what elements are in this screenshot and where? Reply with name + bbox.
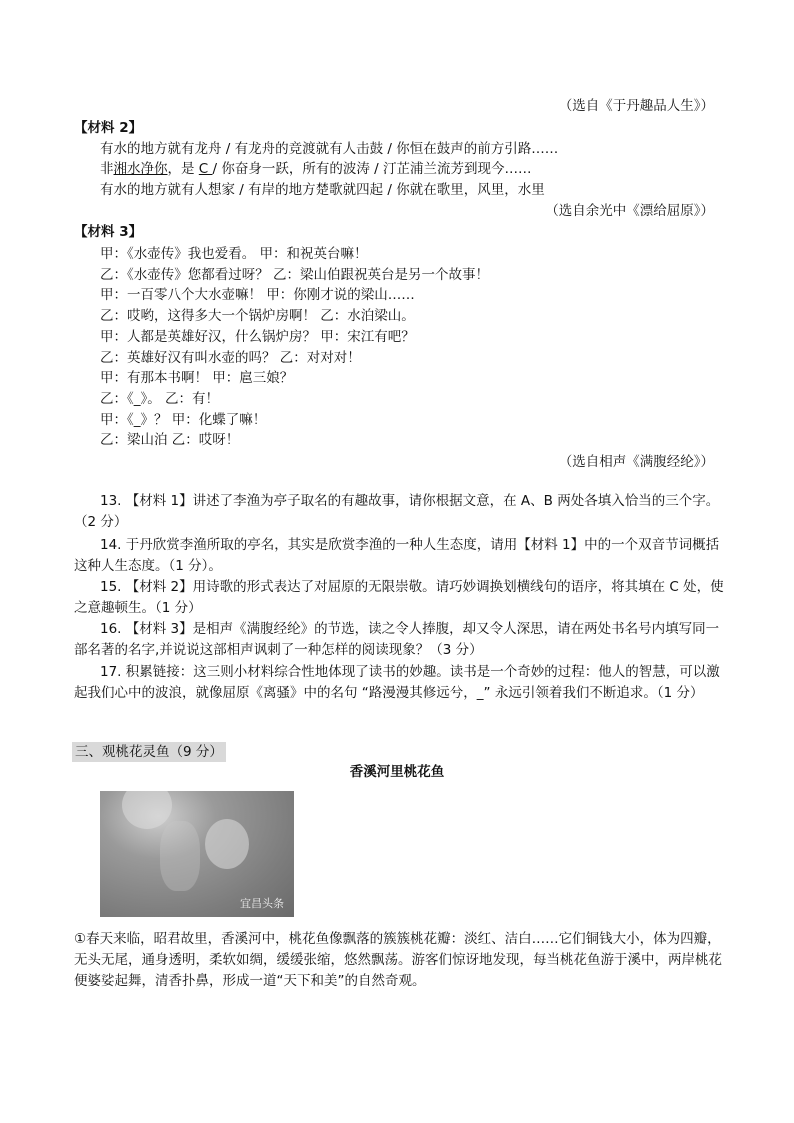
material3-heading: 【材料 3】: [74, 224, 143, 240]
question-13: 13. 【材料 1】讲述了李渔为亭子取名的有趣故事，请你根据文意，在 A、B 两处各填入恰当的三个字。（2 分）: [74, 493, 720, 530]
text: 非: [100, 161, 114, 177]
dialogue-line: 乙：《_》。 乙：有！: [100, 390, 220, 407]
text: ，是: [167, 161, 199, 177]
material2-line: 有水的地方就有人想家 / 有岸的地方楚歌就四起 / 你就在歌里，风里，水里: [100, 182, 545, 198]
paragraph-1: ①春天来临，昭君故里，香溪河中，桃花鱼像飘落的簇簇桃花瓣：淡红、洁白……它们铜钱大小，体为四瓣，无头无尾，通身透明，柔软如绸，缓缓张缩，悠然飘荡。游客们惊讶地发现，每当桃花鱼游于溪中，两岸桃花便婆娑起舞，清香扑鼻，形成一道“天下和美”的自然奇观。: [74, 931, 722, 989]
dialogue-line: 乙：《水壶传》您都看过呀？ 乙：梁山伯跟祝英台是另一个故事！: [100, 266, 490, 283]
question-17: 17. 积累链接：这三则小材料综合性地体现了读书的妙趣。读书是一个奇妙的过程：他人的智慧，可以激起我们心中的波浪，就像屈原《离骚》中的名句 “路漫漫其修远兮，_” 永远引领着我们不断追求。（1 分）: [74, 664, 720, 701]
text: / 你奋身一跃，所有的波涛 / 汀芷浦兰流芳到现今……: [212, 161, 532, 177]
dialogue-line: 乙：梁山泊 乙：哎呀！: [100, 432, 240, 449]
material1-source: （选自《于丹趣品人生》）: [558, 98, 714, 114]
dialogue-line: 甲：《_》？ 甲：化蝶了嘛！: [100, 411, 267, 428]
dialogue-line: 甲：一百零八个大水壶嘛！ 甲：你刚才说的梁山……: [100, 287, 415, 304]
question-15: 15. 【材料 2】用诗歌的形式表达了对屈原的无限崇敬。请巧妙调换划横线句的语序，将其填在 C 处，使之意趣顿生。（1 分）: [74, 579, 724, 616]
jellyfish-shape: [122, 791, 172, 829]
jellyfish-photo: [100, 791, 294, 917]
dialogue-line: 甲：人都是英雄好汉，什么锅炉房？ 甲：宋江有吧？: [100, 328, 415, 345]
blank-c: C: [198, 161, 213, 177]
question-14: 14. 于丹欣赏李渔所取的亭名，其实是欣赏李渔的一种人生态度，请用【材料 1】中的一个双音节词概括这种人生态度。（1 分）。: [74, 537, 720, 574]
question-16: 16. 【材料 3】是相声《满腹经纶》的节选，读之令人捧腹，却又令人深思，请在两处书名号内填写同一部名著的名字,并说说这部相声讽刺了一种怎样的阅读现象？（3 分）: [74, 621, 720, 658]
material2-line: 有水的地方就有龙舟 / 有龙舟的竞渡就有人击鼓 / 你恒在鼓声的前方引路……: [100, 141, 559, 157]
underlined-phrase: 湘水净你: [113, 161, 168, 177]
material3-source: （选自相声《满腹经纶》）: [558, 454, 714, 470]
material2-source: （选自余光中《漂给屈原》）: [545, 203, 714, 219]
material2-heading: 【材料 2】: [74, 120, 143, 136]
dialogue-line: 乙：英雄好汉有叫水壶的吗？ 乙：对对对！: [100, 349, 361, 366]
watermark: 宜昌头条: [240, 897, 284, 910]
section-heading: 三、观桃花灵鱼（9 分）: [72, 742, 226, 762]
dialogue-line: 乙：哎哟，这得多大一个锅炉房啊！ 乙：水泊梁山。: [100, 308, 415, 325]
jellyfish-shape: [205, 819, 249, 869]
dialogue-line: 甲：《水壶传》我也爱看。 甲：和祝英台嘛！: [100, 246, 368, 262]
article-title: 香溪河里桃花鱼: [349, 764, 445, 780]
tentacles-shape: [160, 821, 200, 891]
material2-line: [100, 159, 532, 179]
dialogue-line: 甲：有那本书啊！ 甲：扈三娘？: [100, 370, 294, 387]
